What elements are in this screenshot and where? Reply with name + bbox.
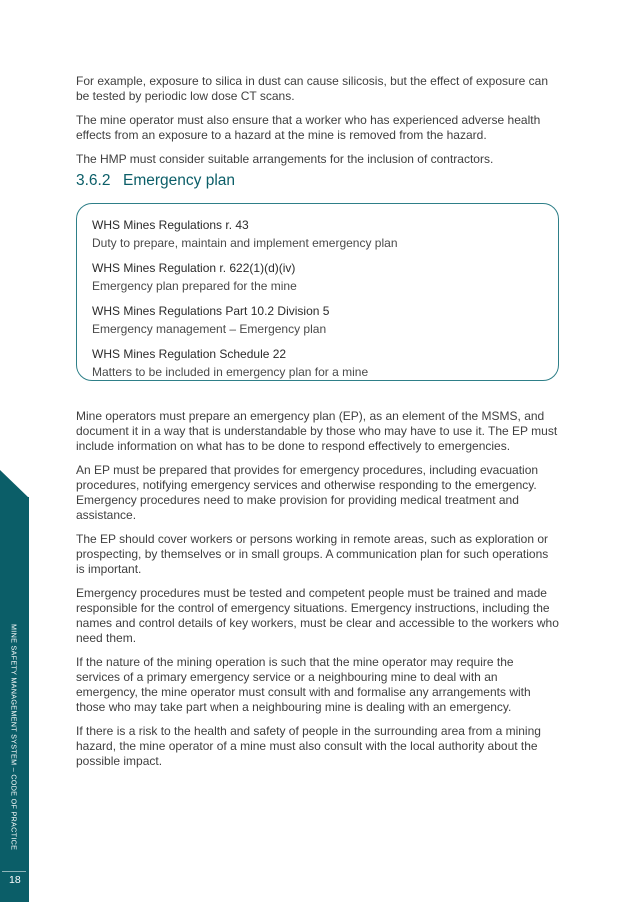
section-number: 3.6.2 (76, 172, 111, 189)
paragraph: The EP should cover workers or persons working in remote areas, such as exploration or prospecting, by themselves or in small groups. A communication plan for such operations is important. (76, 532, 549, 576)
paragraph: If the nature of the mining operation is such that the mine operator may require the services of a primary emergency service or a neighbouring mine to deal with an emergency, the mine operator must consult with and formalise any arrangements with those who may take part when a neighbouring mine is dealing with an emergency. (76, 655, 531, 714)
paragraph: For example, exposure to silica in dust can cause silicosis, but the effect of exposure can be tested by periodic low dose CT scans. (76, 74, 549, 103)
paragraph: If there is a risk to the health and safety of people in the surrounding area from a mining hazard, the mine operator of a mine must also consult with the local authority about the possible impact. (76, 724, 541, 768)
regulation-item (92, 218, 532, 251)
intro-text (76, 74, 560, 176)
regulation-item (92, 261, 532, 294)
paragraph: The HMP must consider suitable arrangements for the inclusion of contractors. (76, 152, 494, 166)
regulations-list (92, 218, 532, 390)
paragraph: An EP must be prepared that provides for emergency procedures, including evacuation procedures, notifying emergency services and otherwise responding to the emergency. Emergency procedures need to make provision for providing medical treatment and assistance. (76, 463, 539, 522)
regulation-title: WHS Mines Regulation Schedule 22 (92, 347, 287, 361)
section-heading (76, 172, 235, 190)
regulation-item (92, 347, 532, 380)
paragraph: The mine operator must also ensure that a worker who has experienced adverse health effects from an exposure to a hazard at the mine is removed from the hazard. (76, 113, 541, 142)
paragraph: Mine operators must prepare an emergency plan (EP), as an element of the MSMS, and document it in a way that is understandable by those who may have to use it. The EP must include information on what has to be done to respond effectively to emergencies. (76, 409, 558, 453)
body-text (76, 409, 560, 778)
regulation-title: WHS Mines Regulations Part 10.2 Division 5 (92, 304, 330, 318)
regulation-title: WHS Mines Regulation r. 622(1)(d)(iv) (92, 261, 296, 275)
sidebar-band-corner (0, 470, 29, 498)
regulation-description: Emergency plan prepared for the mine (92, 279, 297, 293)
regulation-description: Emergency management – Emergency plan (92, 322, 327, 336)
regulation-title: WHS Mines Regulations r. 43 (92, 218, 249, 232)
regulation-item (92, 304, 532, 337)
paragraph: Emergency procedures must be tested and competent people must be trained and made responsible for the control of emergency situations. Emergency instructions, including the names and control details of key workers, must be clear and accessible to the workers who need them. (76, 586, 559, 645)
regulation-description: Duty to prepare, maintain and implement emergency plan (92, 236, 398, 250)
sidebar-document-title: MINE SAFETY MANAGEMENT SYSTEM – CODE OF PRACTICE (9, 624, 19, 851)
page-number: 18 (9, 874, 21, 886)
regulation-description: Matters to be included in emergency plan for a mine (92, 365, 369, 379)
section-title: Emergency plan (123, 172, 236, 189)
